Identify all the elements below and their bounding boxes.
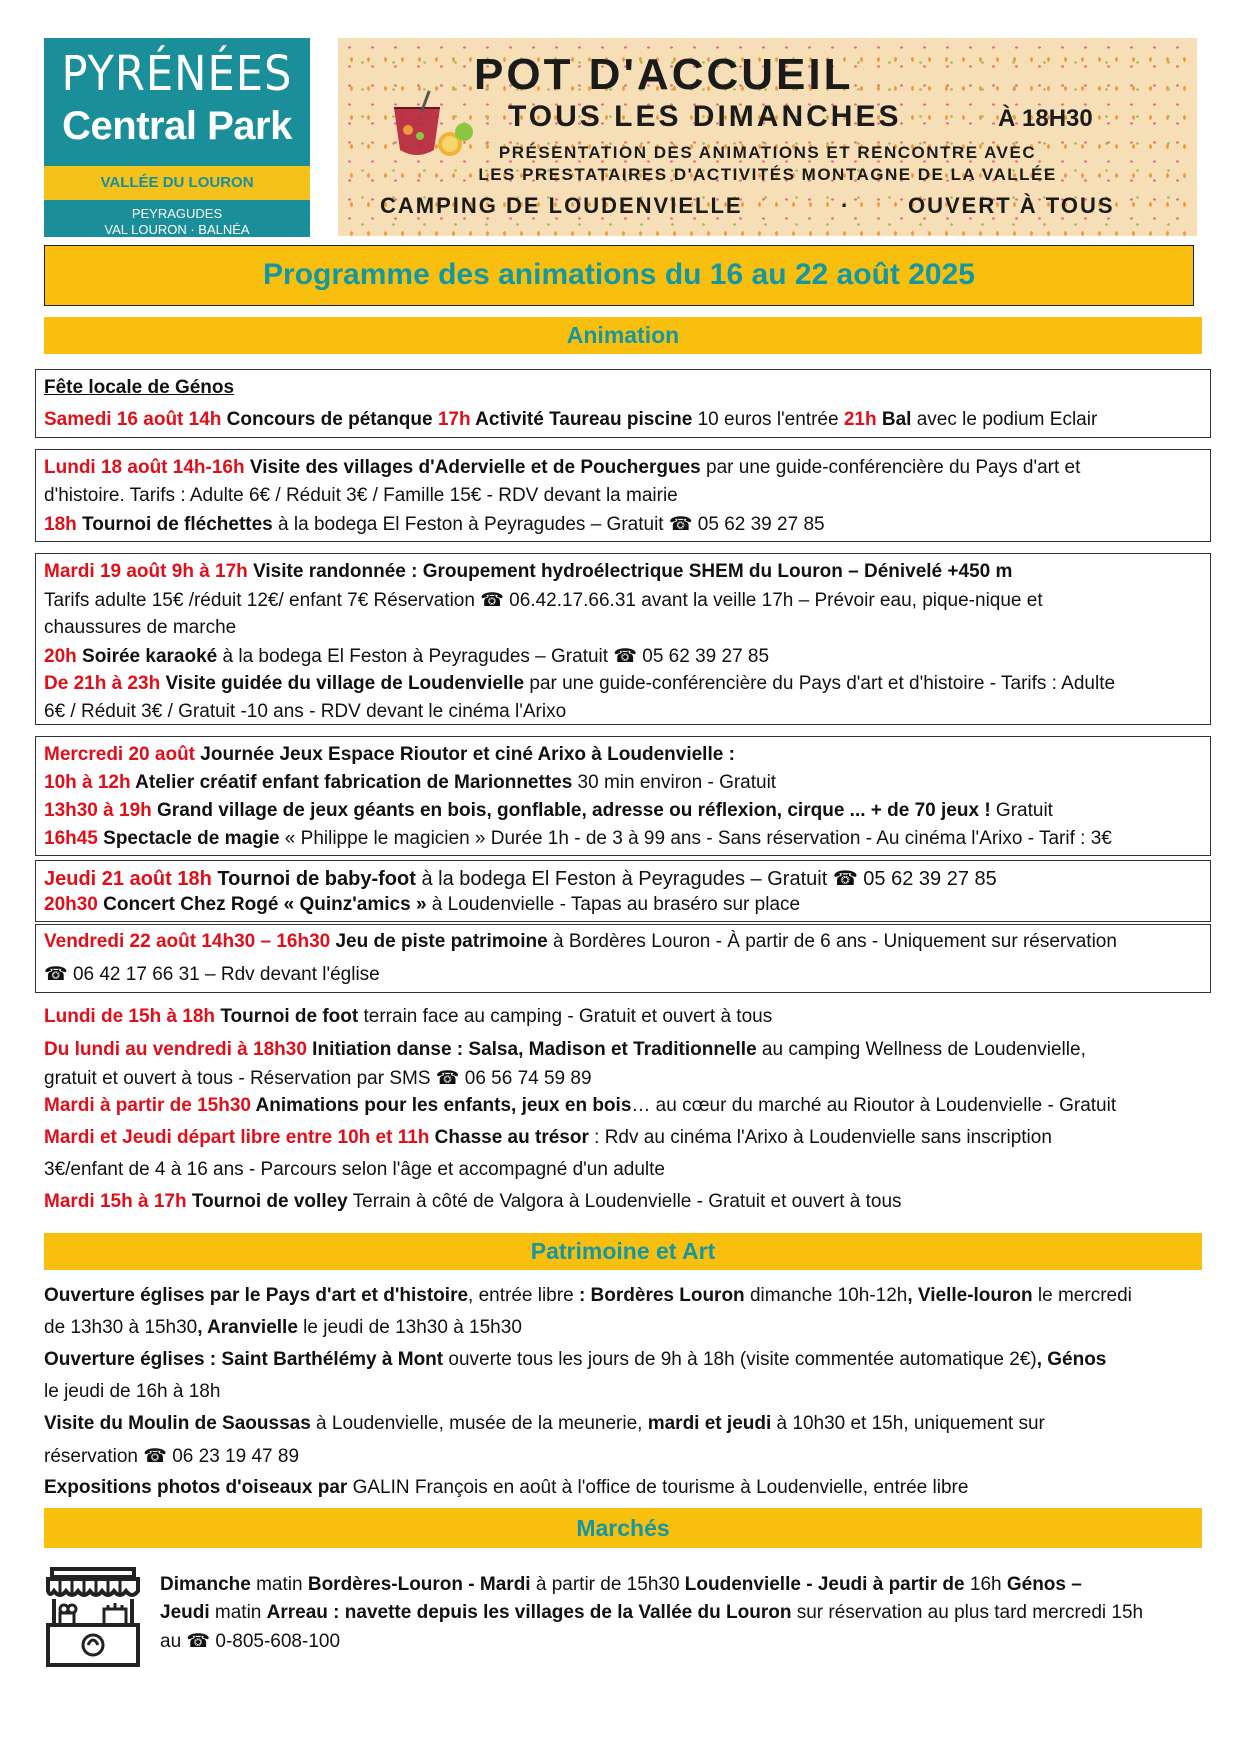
banner-desc2: LES PRESTATAIRES D'ACTIVITÉS MONTAGNE DE LA VALLÉE [478,165,1057,184]
event-lundi-tarifs: d'histoire. Tarifs : Adulte 6€ / Réduit 3€ / Famille 15€ - RDV devant la mairie [44,485,678,506]
telephone-icon: ☎ [44,964,68,985]
event-lundi-flechettes: 18h Tournoi de fléchettes à la bodega El Feston à Peyragudes – Gratuit ☎ 05 62 39 27 85 [44,514,825,535]
banner-description [338,142,1197,186]
recurring-danse: Du lundi au vendredi à 18h30 Initiation danse : Salsa, Madison et Traditionnelle au camping Wellness de Loudenvielle, [44,1039,1086,1060]
patrimoine-eglises-pah-2: de 13h30 à 15h30, Aranvielle le jeudi de 13h30 à 15h30 [44,1317,522,1338]
event-lundi-visit: Lundi 18 août 14h-16h Visite des villages d'Adervielle et de Pouchergues par une guide-conférencière du Pays d'art et [44,457,1081,478]
banner-separator: · [841,193,849,218]
telephone-icon: ☎ [143,1446,167,1467]
recurring-tresor: Mardi et Jeudi départ libre entre 10h et 11h Chasse au trésor : Rdv au cinéma l'Arixo à Loudenvielle sans inscription [44,1127,1052,1148]
event-vendredi-jeu: Vendredi 22 août 14h30 – 16h30 Jeu de piste patrimoine à Bordères Louron - À partir de 6 ans - Uniquement sur réservation [44,931,1117,952]
patrimoine-eglises-genos: le jeudi de 16h à 18h [44,1381,221,1402]
logo-stations [44,206,310,237]
event-vendredi-rdv: ☎ 06 42 17 66 31 – Rdv devant l'église [44,964,380,985]
event-mardi-rando: Mardi 19 août 9h à 17h Visite randonnée : Groupement hydroélectrique SHEM du Louron – Dénivelé +450 m [44,561,1013,582]
event-heading-genos: Fête locale de Génos [44,377,235,398]
event-mercredi-jeux: 13h30 à 19h Grand village de jeux géants en bois, gonflable, adresse ou réflexion, cirque ... + de 70 jeux ! Gratuit [44,800,1053,821]
patrimoine-eglises-mont: Ouverture églises : Saint Barthélémy à Mont ouverte tous les jours de 9h à 18h (visite commentée automatique 2€), Génos [44,1349,1107,1370]
logo-valley: VALLÉE DU LOURON [100,174,254,191]
recurring-tresor-detail: 3€/enfant de 4 à 16 ans - Parcours selon l'âge et accompagné d'un adulte [44,1159,665,1180]
welcome-banner [338,38,1197,236]
recurring-danse-sms: gratuit et ouvert à tous - Réservation par SMS ☎ 06 56 74 59 89 [44,1068,592,1089]
event-jeudi-concert: 20h30 Concert Chez Rogé « Quinz'amics » à Loudenvielle - Tapas au braséro sur place [44,894,801,915]
patrimoine-expo: Expositions photos d'oiseaux par GALIN François en août à l'office de tourisme à Loudenvielle, entrée libre [44,1477,969,1498]
recurring-enfants: Mardi à partir de 15h30 Animations pour les enfants, jeux en bois… au cœur du marché au Rioutor à Loudenvielle - Gratuit [44,1095,1117,1116]
marche-line2: Jeudi matin Arreau : navette depuis les villages de la Vallée du Louron sur réservation au plus tard mercredi 15h [160,1602,1144,1623]
event-mardi-visite: De 21h à 23h Visite guidée du village de Loudenvielle par une guide-conférencière du Pays d'art et d'histoire - Tarifs : Adulte [44,673,1116,694]
banner-time: À 18H30 [998,105,1093,132]
patrimoine-moulin-resa: réservation ☎ 06 23 19 47 89 [44,1446,300,1467]
event-jeudi-babyfoot: Jeudi 21 août 18h Tournoi de baby-foot à la bodega El Feston à Peyragudes – Gratuit ☎ 05 62 39 27 85 [44,868,997,890]
telephone-icon: ☎ [435,1068,460,1089]
banner-subtitle: TOUS LES DIMANCHES [508,100,902,133]
banner-desc1: PRÉSENTATION DES ANIMATIONS ET RENCONTRE AVEC [498,143,1037,162]
telephone-icon: ☎ [832,868,858,890]
event-mercredi-magie: 16h45 Spectacle de magie « Philippe le magicien » Durée 1h - de 3 à 99 ans - Sans réservation - Au cinéma l'Arixo - Tarif : 3€ [44,828,1112,849]
marche-line3: au ☎ 0-805-608-100 [160,1631,341,1652]
market-stall-icon [44,1565,142,1669]
logo-line1: PYRÉNÉES [61,46,293,102]
telephone-icon: ☎ [480,590,504,611]
page-title: Programme des animations du 16 au 22 août 2025 [44,245,1194,306]
marche-line1: Dimanche matin Bordères-Louron - Mardi à partir de 15h30 Loudenvielle - Jeudi à partir de 16h Génos – [160,1574,1082,1595]
event-mercredi-atelier: 10h à 12h Atelier créatif enfant fabrication de Marionnettes 30 min environ - Gratuit [44,772,777,793]
logo-line4a: PEYRAGUDES [131,206,223,221]
telephone-icon: ☎ [668,514,693,535]
event-mardi-karaoke: 20h Soirée karaoké à la bodega El Feston à Peyragudes – Gratuit ☎ 05 62 39 27 85 [44,646,770,667]
patrimoine-eglises-pah: Ouverture églises par le Pays d'art et d'histoire, entrée libre : Bordères Louron dimanche 10h-12h, Vielle-louron le mercredi [44,1285,1132,1306]
logo-line2: Central Park [62,104,292,148]
banner-open: OUVERT À TOUS [908,193,1115,218]
event-mardi-tarifs: Tarifs adulte 15€ /réduit 12€/ enfant 7€ Réservation ☎ 06.42.17.66.31 avant la veille 17h – Prévoir eau, pique-nique et [44,590,1043,611]
section-marches: Marchés [44,1508,1202,1548]
event-samedi: Samedi 16 août 14h Concours de pétanque 17h Activité Taureau piscine 10 euros l'entrée 21h Bal avec le podium Eclair [44,409,1098,430]
banner-title: POT D'ACCUEIL [474,50,854,99]
recurring-foot: Lundi de 15h à 18h Tournoi de foot terrain face au camping - Gratuit et ouvert à tous [44,1006,773,1027]
section-patrimoine: Patrimoine et Art [44,1233,1202,1270]
logo-line4b: VAL LOURON · BALNÉA [104,222,250,237]
event-mardi-visite-tarifs: 6€ / Réduit 3€ / Gratuit -10 ans - RDV devant le cinéma l'Arixo [44,701,567,722]
logo [44,38,310,237]
recurring-volley: Mardi 15h à 17h Tournoi de volley Terrain à côté de Valgora à Loudenvielle - Gratuit et ouvert à tous [44,1191,902,1212]
patrimoine-moulin: Visite du Moulin de Saoussas à Loudenvielle, musée de la meunerie, mardi et jeudi à 10h30 et 15h, uniquement sur [44,1413,1045,1434]
event-mercredi-title: Mercredi 20 août Journée Jeux Espace Rioutor et ciné Arixo à Loudenvielle : [44,744,735,765]
section-animation: Animation [44,317,1202,354]
logo-bar [44,166,310,200]
telephone-icon: ☎ [613,646,637,667]
event-mardi-chaussures: chaussures de marche [44,617,237,638]
telephone-icon: ☎ [186,1631,211,1652]
banner-place: CAMPING DE LOUDENVIELLE [380,193,743,218]
